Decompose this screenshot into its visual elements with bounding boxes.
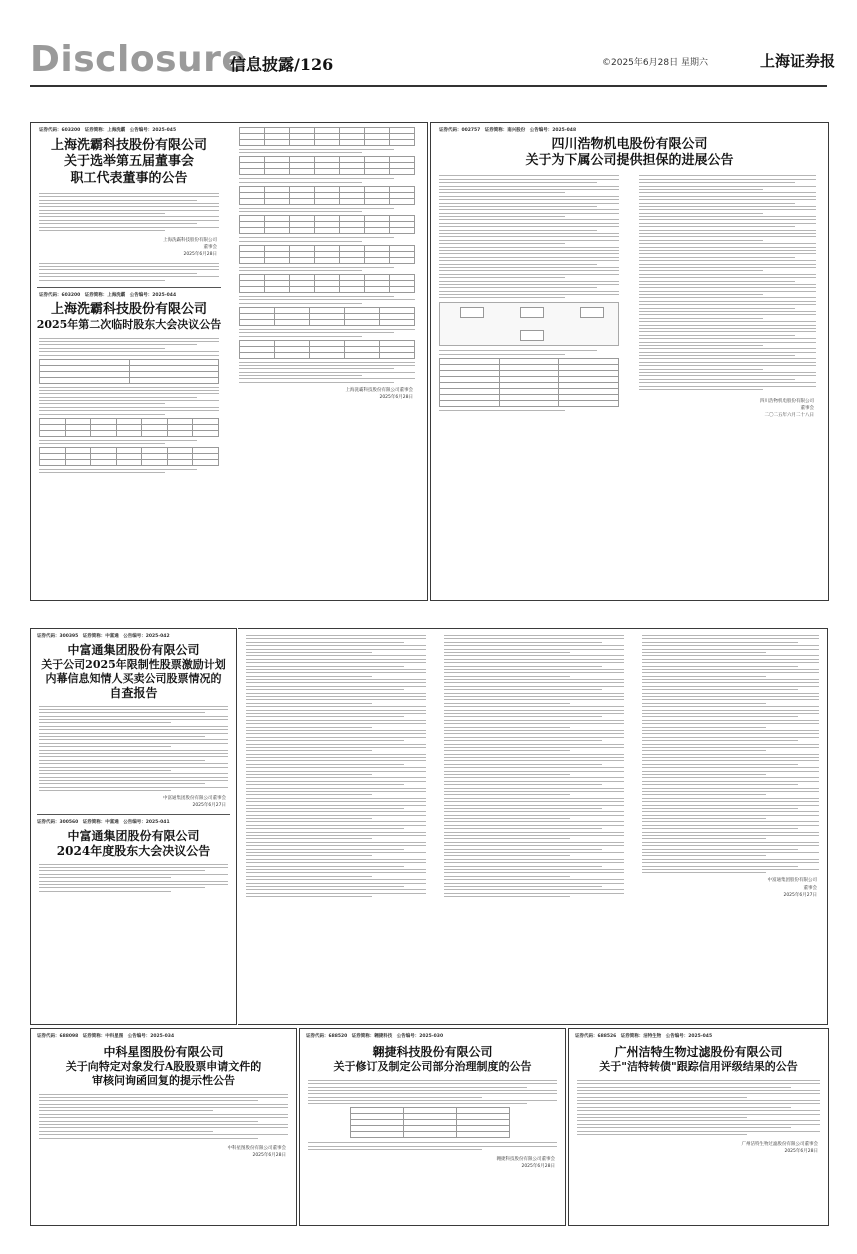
signature-block	[31, 795, 226, 809]
signature-block	[231, 387, 413, 401]
financial-table	[439, 358, 619, 407]
notice-title-line: 关于向特定对象发行A股股票申请文件的	[65, 1060, 262, 1073]
body-text-block	[246, 635, 426, 897]
continued-column-1	[238, 629, 434, 899]
notice-title-line: 职工代表董事的公告	[70, 170, 188, 186]
body-text-block	[39, 706, 228, 792]
vote-table	[39, 447, 219, 466]
notice-panel-zhongfutong	[30, 628, 237, 1025]
vote-table	[239, 186, 415, 205]
body-text-block	[239, 267, 415, 271]
body-text-block	[439, 175, 619, 298]
body-text-block	[39, 263, 219, 281]
continued-column-2	[436, 629, 632, 899]
stock-code-line: 证券代码：002757 证券简称：南兴股份 公告编号：2025-048	[439, 128, 577, 133]
signature-block	[31, 237, 217, 259]
body-text-block	[39, 440, 219, 444]
divider	[37, 814, 230, 815]
masthead	[0, 0, 857, 92]
signature-block	[31, 1145, 286, 1159]
body-text-block	[444, 635, 624, 897]
body-text-block	[439, 410, 619, 411]
vote-table	[239, 340, 415, 359]
continued-column-3	[634, 629, 827, 899]
notice-title-line: 内幕信息知情人买卖公司股票情况的	[45, 671, 222, 685]
signature-board: 董事会	[803, 885, 817, 891]
body-text-block	[239, 178, 415, 182]
vote-table	[239, 274, 415, 293]
signature-date: 2025年6月28日	[784, 1149, 818, 1155]
zhongfutong-continued	[238, 628, 828, 1025]
disclosure-logo: Disclosure	[30, 39, 247, 80]
haowu-left-column	[431, 173, 627, 413]
vote-table	[239, 245, 415, 264]
notice-title-line: 中富通集团股份有限公司	[67, 828, 200, 843]
signature-date: 2025年6月28日	[521, 1164, 555, 1170]
vote-table	[239, 215, 415, 234]
notice-title-line: 2025年第二次临时股东大会决议公告	[36, 317, 222, 331]
section-title: 信息披露/126	[230, 55, 334, 74]
signature-company: 翱捷科技股份有限公司董事会	[496, 1157, 555, 1163]
signature-company: 广州洁特生物过滤股份有限公司董事会	[741, 1142, 818, 1147]
newspaper-brand: 上海证券报	[760, 52, 836, 70]
issue-date: ©2025年6月28日 星期六	[602, 58, 708, 68]
signature-date: 2025年6月28日	[183, 252, 217, 258]
divider	[37, 287, 221, 288]
stock-code-line: 证券代码：688526 证券简称：洁特生物 公告编号：2025-045	[575, 1034, 713, 1039]
body-text-block	[308, 1080, 557, 1105]
notice-title-line: 关于"洁特转债"跟踪信用评级结果的公告	[599, 1060, 798, 1073]
body-text-block	[39, 864, 228, 892]
notice-panel-jet-bio	[568, 1028, 829, 1226]
body-text-block	[239, 329, 415, 337]
body-text-block	[39, 338, 219, 356]
body-text-block	[39, 1094, 288, 1139]
signature-block	[300, 1156, 555, 1170]
notice-title-line: 关于为下属公司提供担保的进展公告	[525, 153, 734, 169]
stock-code-line: 证券代码：603200 证券简称：上海洗霸 公告编号：2025-044	[39, 292, 177, 298]
vote-table	[39, 359, 219, 384]
stock-code-line: 证券代码：300395 证券简称：中富通 公告编号：2025-042	[37, 634, 170, 639]
notice-title-line: 自查报告	[109, 685, 158, 700]
notice-title-line: 广州洁特生物过滤股份有限公司	[614, 1045, 783, 1059]
stock-code-line: 证券代码：688520 证券简称：翱捷科技 公告编号：2025-030	[306, 1034, 444, 1039]
vote-table	[39, 418, 219, 437]
notice-panel-aojie-tech	[299, 1028, 566, 1226]
stock-code-line: 证券代码：300560 证券简称：中富通 公告编号：2025-041	[37, 819, 170, 825]
notice-panel-zhongke-xingtu	[30, 1028, 297, 1226]
stock-code-line: 证券代码：688098 证券简称：中科星图 公告编号：2025-034	[37, 1034, 175, 1039]
body-text-block	[39, 193, 219, 231]
stock-code-line: 证券代码：603200 证券简称：上海洗霸 公告编号：2025-045	[39, 128, 177, 133]
signature-date: 2025年6月28日	[379, 395, 413, 401]
body-text-block	[239, 149, 415, 153]
signature-company: 中科星图股份有限公司董事会	[227, 1145, 286, 1151]
signature-board: 董事会	[203, 245, 217, 251]
signature-company: 上海洗霸科技股份有限公司	[163, 238, 217, 244]
notice-title-line: 关于选举第五届董事会	[63, 154, 194, 170]
vote-table	[239, 307, 415, 326]
masthead-rule	[30, 85, 827, 87]
notice-title-line: 翱捷科技股份有限公司	[372, 1045, 493, 1059]
signature-company: 中富通集团股份有限公司董事会	[163, 796, 226, 802]
notice-title-line: 中科星图股份有限公司	[103, 1045, 224, 1059]
signature-block	[569, 1141, 818, 1155]
notice-panel-shanghai-xiba	[30, 122, 428, 601]
body-text-block	[239, 362, 415, 383]
notice-title-line: 关于修订及制定公司部分治理制度的公告	[333, 1060, 532, 1073]
notice-panel-sichuan-haowu	[430, 122, 829, 601]
signature-company: 上海洗霸科技股份有限公司董事会	[345, 387, 413, 393]
vote-table	[239, 156, 415, 175]
body-text-block	[308, 1142, 557, 1150]
signature-company: 中富通集团股份有限公司	[767, 878, 817, 884]
signature-date: 2025年6月28日	[252, 1152, 286, 1158]
body-text-block	[39, 469, 219, 473]
signature-company: 四川浩物机电股份有限公司	[760, 399, 814, 404]
signature-date: 二〇二五年六月二十八日	[764, 413, 814, 419]
signature-board: 董事会	[800, 406, 814, 412]
notice-title-line: 中富通集团股份有限公司	[67, 643, 200, 657]
signature-date: 2025年6月27日	[783, 892, 817, 898]
body-text-block	[439, 350, 619, 354]
vote-table	[239, 127, 415, 146]
notice-title-line: 上海洗霸科技股份有限公司	[50, 138, 207, 153]
body-text-block	[239, 296, 415, 304]
signature-date: 2025年6月27日	[192, 803, 226, 809]
body-text-block	[639, 175, 816, 390]
shanghai-xiba-right-column	[231, 123, 423, 600]
body-text-block	[239, 237, 415, 241]
body-text-block	[39, 387, 219, 415]
signature-block	[631, 398, 814, 420]
notice-title-line: 审核问询函回复的提示性公告	[92, 1073, 235, 1087]
body-text-block	[642, 635, 819, 873]
notice-title-line: 关于公司2025年限制性股票激励计划	[41, 658, 226, 671]
equity-structure-diagram	[439, 302, 619, 346]
signature-block	[634, 877, 817, 899]
shanghai-xiba-left-column	[31, 123, 227, 600]
notice-title-line: 四川浩物机电股份有限公司	[551, 137, 708, 152]
notice-title-line: 2024年度股东大会决议公告	[56, 843, 211, 858]
notice-title-line: 上海洗霸科技股份有限公司	[50, 301, 207, 317]
haowu-right-column	[631, 173, 824, 420]
body-text-block	[577, 1080, 820, 1135]
governance-rules-table	[350, 1107, 510, 1138]
body-text-block	[239, 208, 415, 212]
